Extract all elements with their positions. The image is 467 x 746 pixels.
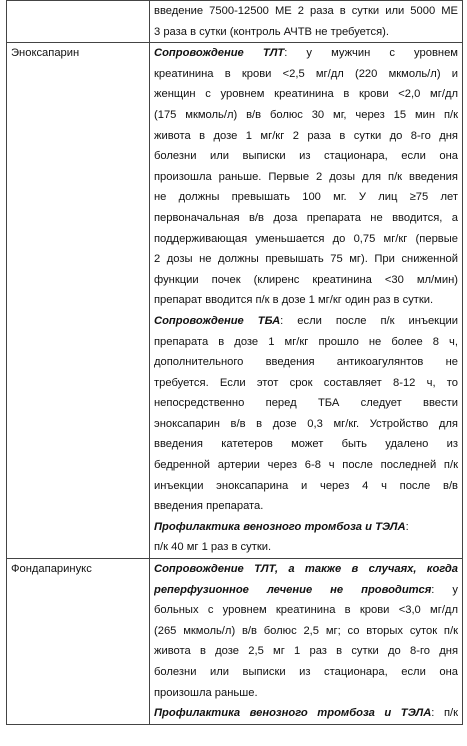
text-run: : у xyxy=(431,583,458,596)
text-line xyxy=(154,22,458,43)
text-run: креатинина в крови <2,5 мг/дл (220 мкмоль/л) и xyxy=(154,67,458,80)
text-run: эноксапарин в/в в дозе 0,3 мг/кг. Устройство для xyxy=(154,417,458,430)
table-body xyxy=(7,1,463,725)
text-line xyxy=(154,600,458,621)
text-line xyxy=(154,105,458,126)
text-line xyxy=(154,373,458,394)
drug-name: Фондапаринукс xyxy=(11,563,92,576)
text-line xyxy=(154,229,458,250)
drug-name-cell xyxy=(7,43,150,559)
text-line xyxy=(154,414,458,435)
text-line xyxy=(154,311,458,332)
dosage-text xyxy=(150,43,462,558)
text-line xyxy=(154,641,458,662)
text-run: функции почек (клиренс креатинина <30 мл/мин) xyxy=(154,273,458,286)
text-line xyxy=(154,517,458,538)
text-run: инъекции эноксапарина и через 4 ч после в/в xyxy=(154,479,458,492)
text-line xyxy=(154,208,458,229)
table-row xyxy=(7,559,463,725)
text-run: введение 7500-12500 МЕ 2 раза в сутки или 5000 МЕ xyxy=(154,5,458,17)
text-run: (175 мкмоль/л) в/в болюс 30 мг, через 15 мин п/к xyxy=(154,108,458,121)
emphasis-heading: Профилактика венозного тромбоза и ТЭЛА xyxy=(154,707,432,720)
table-row xyxy=(7,43,463,559)
text-run: введения катетеров может быть удалено из xyxy=(154,438,458,451)
text-line xyxy=(154,537,458,558)
text-run: препарата в дозе 1 мг/кг прошло не более 8 ч, xyxy=(154,335,458,348)
text-line xyxy=(154,64,458,85)
text-run: произошла раньше. xyxy=(154,686,258,699)
emphasis-heading: Сопровождение ТЛТ xyxy=(154,47,285,60)
drug-name-cell xyxy=(7,559,150,725)
text-line xyxy=(154,270,458,291)
text-line xyxy=(154,146,458,167)
drug-dosage-table xyxy=(6,0,463,725)
dosage-text xyxy=(150,1,462,42)
text-line xyxy=(154,43,458,64)
text-line xyxy=(154,332,458,353)
drug-name-cell xyxy=(7,1,150,43)
text-line xyxy=(154,84,458,105)
text-run: 3 раза в сутки (контроль АЧТВ не требуется). xyxy=(154,25,390,38)
text-run: (265 мкмоль/л) в/в болюс 2,5 мг; со вторых суток п/к xyxy=(154,624,458,637)
dosage-cell xyxy=(150,1,463,43)
dosage-cell xyxy=(150,559,463,725)
text-run: п/к 40 мг 1 раз в сутки. xyxy=(154,541,272,554)
text-run: живота в дозе 1 мг/кг 2 раза в сутки до 8-го дня xyxy=(154,129,458,142)
drug-name xyxy=(7,1,149,4)
dosage-text xyxy=(150,559,462,724)
text-run: поддерживающая уменьшается до 0,75 мг/кг (первые xyxy=(154,232,458,245)
table-row xyxy=(7,1,463,43)
text-line xyxy=(154,476,458,497)
text-run: болезни или выписки из стационара, если она xyxy=(154,150,458,163)
text-line xyxy=(154,496,458,517)
text-run: 2 дозы не должны превышать 75 мг). При сниженной xyxy=(154,253,458,266)
text-line xyxy=(154,559,458,580)
text-line xyxy=(154,580,458,601)
text-run: : п/к xyxy=(431,707,458,720)
text-line xyxy=(154,290,458,311)
text-run: произошла раньше. Первые 2 дозы для п/к введения xyxy=(154,170,458,183)
text-run: : если после п/к инъекции xyxy=(280,314,458,327)
text-run: : у мужчин с уровнем xyxy=(284,47,458,60)
text-run: не должны превышать 100 мг. У лиц ≥75 лет xyxy=(154,191,458,204)
text-line xyxy=(154,126,458,147)
text-run: требуется. Если этот срок составляет 8-12 ч, то xyxy=(154,376,458,389)
drug-name: Эноксапарин xyxy=(11,47,80,60)
text-line xyxy=(154,662,458,683)
text-line xyxy=(154,703,458,724)
text-line xyxy=(154,393,458,414)
text-line xyxy=(154,683,458,704)
text-run: препарат вводится п/к в дозе 1 мг/кг один раз в сутки. xyxy=(154,294,434,307)
text-run: больных с уровнем креатинина в крови <3,0 мг/дл xyxy=(154,604,458,617)
text-run: женщин с уровнем креатинина в крови <2,0 мг/дл xyxy=(154,88,458,101)
text-line xyxy=(154,1,458,22)
text-line xyxy=(154,434,458,455)
emphasis-heading: реперфузионное лечение не проводится xyxy=(154,583,432,596)
text-run: живота в дозе 2,5 мг 1 раз в сутки до 8-го дня xyxy=(154,645,458,658)
text-line xyxy=(154,249,458,270)
emphasis-heading: Сопровождение ТЛТ, а также в случаях, когда xyxy=(154,563,458,576)
emphasis-heading: Сопровождение ТБА xyxy=(154,314,281,327)
text-line xyxy=(154,352,458,373)
text-run: введения препарата. xyxy=(154,500,264,513)
text-run: первоначальная в/в доза препарата не вводится, а xyxy=(154,211,458,224)
emphasis-heading: Профилактика венозного тромбоза и ТЭЛА xyxy=(154,520,406,533)
text-line xyxy=(154,621,458,642)
text-run: болезни или выписки из стационара, если она xyxy=(154,666,458,678)
text-line xyxy=(154,455,458,476)
text-run: непосредственно перед ТБА следует ввести xyxy=(154,397,458,410)
dosage-cell xyxy=(150,43,463,559)
text-line xyxy=(154,167,458,188)
text-run: : xyxy=(405,520,409,533)
text-run: дополнительного введения антикоагулянтов не xyxy=(154,356,458,369)
text-run: бедренной артерии через 6-8 ч после последней п/к xyxy=(154,459,458,472)
text-line xyxy=(154,187,458,208)
